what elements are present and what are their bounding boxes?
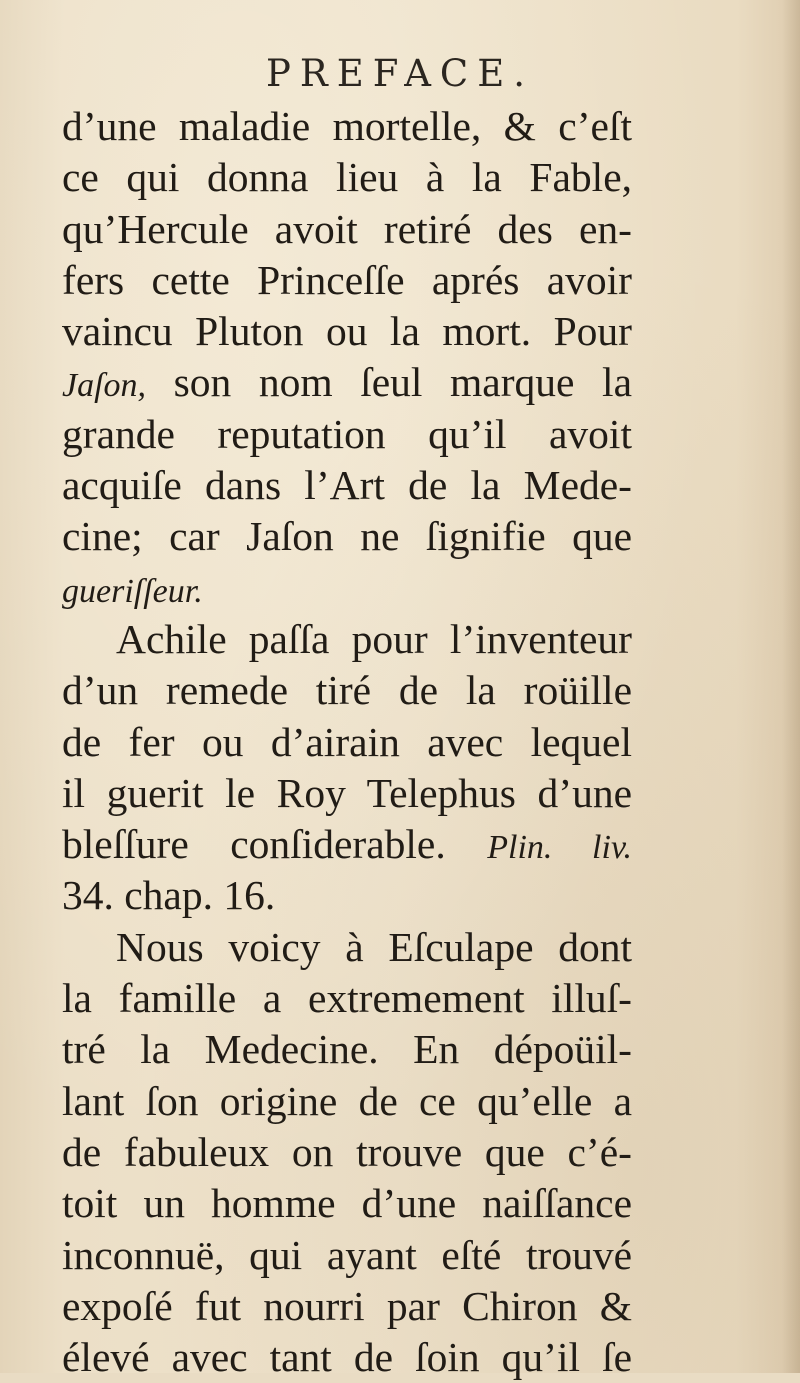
text-line: 34. chap. 16. [62, 872, 276, 919]
text-line: il guerit le Roy Telephus d’une [62, 769, 632, 816]
italic-word-guerisseur: gueriſſeur. [62, 572, 203, 610]
text-line: expoſé fut nourri par Chiron & [62, 1282, 632, 1329]
text-fragment: son nom ſeul marque la [173, 359, 632, 406]
text-line: grande reputation qu’il avoit [62, 410, 632, 457]
text-line-citation [62, 819, 632, 870]
text-fragment: bleſſure conſiderable. [62, 821, 446, 868]
text-line-guerisseur [62, 563, 632, 614]
text-line: ce qui donna lieu à la Fable, [62, 154, 632, 201]
text-line: de fer ou d’airain avec lequel [62, 718, 632, 765]
paragraph-start: Nous voicy à Eſculape dont [116, 923, 632, 970]
page-edge-shadow [782, 0, 800, 1373]
text-line: lant ſon origine de ce qu’elle a [62, 1077, 632, 1124]
body-text [62, 101, 632, 1383]
italic-citation-plin: Plin. liv. [487, 829, 633, 867]
paragraph-start: Achile paſſa pour l’inventeur [116, 615, 632, 662]
text-line: fers cette Princeſſe aprés avoir [62, 256, 632, 303]
text-line: inconnuë, qui ayant eſté trouvé [62, 1231, 632, 1278]
text-line: vaincu Pluton ou la mort. Pour [62, 308, 632, 355]
text-line: qu’Hercule avoit retiré des en- [62, 205, 632, 252]
text-line: tré la Medecine. En dépoüil- [62, 1026, 632, 1073]
running-title: PREFACE. [265, 52, 535, 95]
text-line: d’une maladie mortelle, & c’eſt [62, 103, 632, 149]
text-line: élevé avec tant de ſoin qu’il ſe [62, 1334, 632, 1381]
text-line: d’un remede tiré de la roüille [62, 667, 632, 714]
text-line: acquiſe dans l’Art de la Mede- [62, 462, 632, 509]
italic-name-jason: Jaſon, [62, 367, 147, 405]
text-line: la famille a extremement illuſ- [62, 975, 632, 1022]
text-line: cine; car Jaſon ne ſignifie que [62, 513, 632, 560]
text-line: toit un homme d’une naiſſance [62, 1180, 632, 1227]
text-line: de fabuleux on trouve que c’é- [62, 1128, 632, 1175]
text-line-jason [62, 357, 632, 408]
